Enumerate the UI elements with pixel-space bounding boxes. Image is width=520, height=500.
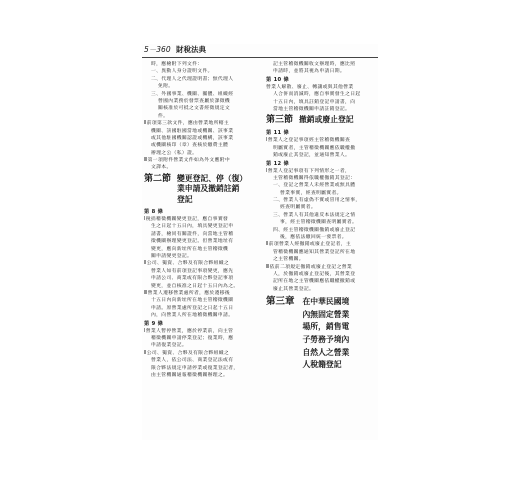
right-column xyxy=(266,61,376,372)
text-line: 人合併而消滅時，應自事實發生之日起 xyxy=(273,92,361,98)
text-line: 關核准於可抵之文書經徵規定文 xyxy=(158,106,231,112)
page-number: 5－360 xyxy=(144,45,171,54)
text-line: 之主管機關。 xyxy=(273,257,304,263)
left-column-text-top xyxy=(144,61,254,172)
page-header xyxy=(142,44,378,58)
text-line: 廢止其營業登記。 xyxy=(273,286,315,292)
article-number: 第 10 條 xyxy=(266,76,290,83)
text-line: 經查明屬實者。 xyxy=(280,205,317,211)
text-line: 人，於撤銷或廢止登記後，其營業登 xyxy=(273,271,356,277)
text-line: Ⅰ營業人登記事項有下列情形之一者， xyxy=(266,168,351,174)
text-line: 一、異動人身分證明文件。 xyxy=(151,69,213,75)
text-line: 營業事實，經查明屬實者。 xyxy=(280,190,342,196)
text-line: 申請復業登記。 xyxy=(151,343,188,349)
section-title-line: 登記 xyxy=(177,194,193,204)
text-line: 三、外國事業、機關、團體、組織經 xyxy=(151,91,234,97)
text-line: 記主管稽徵機關收文辦理時，應比照 xyxy=(273,62,356,67)
chapter-title-line: 場所，銷售電 xyxy=(302,322,350,332)
text-line: 一、登記之營業人未經營業或無具體 xyxy=(273,183,356,189)
text-line: 銷或廢止其登記，並通知營業人。 xyxy=(273,153,351,159)
text-line: 請書，檢同有關證件，向當地主管稽 xyxy=(151,231,234,237)
text-line: 或其他駐國機關認證或機構，該事業 xyxy=(151,135,234,141)
article-number: 第 11 條 xyxy=(266,130,290,137)
text-line: 限合夥法規定申請停業或復業登記者， xyxy=(151,365,239,371)
chapter-title-line: 人稅籍登記 xyxy=(302,360,342,370)
text-line: Ⅰ營業人之登記事項經主管稽徵機關查 xyxy=(266,138,351,144)
text-line: 十五日內向新址所在地主管稽徵機關 xyxy=(151,298,234,304)
text-line: 件。 xyxy=(158,113,169,119)
chapter-title-line: 在中華民國境 xyxy=(302,297,350,307)
section-title xyxy=(177,174,247,205)
section-label: 第三節 xyxy=(266,115,294,126)
text-line: 營國內業務於發票查屬於課徵機 xyxy=(158,98,231,104)
text-line: 管稽徵機關應通知其營業登記所在地 xyxy=(273,249,356,255)
text-line: 關申請變更登記。 xyxy=(151,254,193,260)
text-line: Ⅰ稅捐稽徵機關變更登記，應自事實發 xyxy=(144,217,229,223)
text-line: 營業人如有前項登記事項變更，應先 xyxy=(151,268,234,274)
text-line: 申請公司、商業或有限合夥登記事項 xyxy=(151,276,234,282)
text-line: 事，經主管稽徵機關查明屬實者。 xyxy=(280,220,358,226)
text-line: 三、營業人有其他違反本法規定之情 xyxy=(273,212,356,218)
text-line: 二、代理人之代理證明書；無代理人 xyxy=(151,76,234,82)
text-line: 四、經主管稽徵機關撤銷或廢止登記 xyxy=(273,227,356,233)
text-line: 明屬實者，主管稽徵機關應依職權撤 xyxy=(273,145,356,151)
document-page xyxy=(142,44,378,440)
text-line: 文譯本。 xyxy=(151,165,172,171)
text-line: 變更，應向新址所在地主管稽徵機 xyxy=(151,246,229,252)
text-line: 內，向營業人所在地稽徵機關申請。 xyxy=(151,313,234,319)
section-heading xyxy=(266,115,376,126)
section-heading xyxy=(144,174,254,205)
article-number: 第 9 條 xyxy=(144,320,164,327)
section-label: 第二節 xyxy=(144,173,172,184)
book-title: 財稅法典 xyxy=(176,45,206,54)
text-line: 記所在地之主管機關應依職權撤銷或 xyxy=(273,279,356,285)
chapter-title-line: 內無固定營業 xyxy=(302,309,350,319)
left-column-text-articles xyxy=(144,208,254,379)
text-line: 機關、該國駐國當地或機關、該事業 xyxy=(151,128,234,134)
article-number: 第 8 條 xyxy=(144,209,164,216)
text-line: Ⅱ公司、獨資、合夥及有限合夥組織之 xyxy=(144,350,230,356)
left-column xyxy=(144,61,254,379)
text-line: Ⅲ第一項附件營業文件如為外文應附中 xyxy=(144,158,231,164)
text-line: 二、營業人有虛偽不實或冒用之情事， xyxy=(273,198,361,204)
text-line: 由主管機關通報稽徵機關辦理之。 xyxy=(151,372,229,378)
text-line: 主管稽徵機關得依職權撤銷其登記： xyxy=(273,175,356,181)
text-line: 變更，並自核准之日起十五日內為之。 xyxy=(151,283,239,289)
chapter-title-line: 自然人之營業 xyxy=(302,347,350,357)
section-title-line: 變更登記、停（復） xyxy=(177,173,248,183)
text-line: Ⅰ營業人暫停營業，應於停業前，向主管 xyxy=(144,328,234,334)
text-line: 時，應檢附下列文件： xyxy=(151,62,203,67)
text-line: 十五日內，填具註銷登記申請書，向 xyxy=(273,99,356,105)
right-column-text-articles xyxy=(266,129,376,293)
text-line: 當地主管稽徵機關申請註銷登記。 xyxy=(273,106,351,112)
section-title-line: 撤銷或廢止登記 xyxy=(299,115,354,125)
text-line: 營業人，依公司法、商業登記法或有 xyxy=(151,358,234,364)
text-line: 稽徵機關申請停業登記；復業時，應 xyxy=(151,335,234,341)
text-line: 徵機關辦理變更登記。但營業地址有 xyxy=(151,239,234,245)
right-column-text-top xyxy=(266,61,376,113)
text-line: 申請時，並將其視為申請日期。 xyxy=(273,69,346,75)
text-line: 辦理之公（私）證。 xyxy=(151,150,198,156)
text-line: 營業人解散、廢止、轉讓或與其他營業 xyxy=(266,84,354,90)
article-number: 第 12 條 xyxy=(266,160,290,167)
text-line: 或機關核印（章）查核於繳費主體 xyxy=(151,143,229,149)
text-line: Ⅲ營業人遷移營業處所者，應於遷移後 xyxy=(144,290,231,296)
text-line: Ⅱ公司、獨資、合夥及有限合夥組織之 xyxy=(144,261,230,267)
text-line: Ⅱ前項營業人經撤銷或廢止登記者，主 xyxy=(266,242,352,248)
text-line: 申請。原營業處所登記之日起十五日 xyxy=(151,305,234,311)
chapter-title-line: 子勞務予境內 xyxy=(302,334,350,344)
text-line: Ⅲ依前二項規定撤銷或廢止登記之營業 xyxy=(266,264,353,270)
text-line: 免附。 xyxy=(158,84,174,90)
text-line: 後，應依法繳回統一發票者。 xyxy=(280,235,347,241)
text-line: Ⅱ前項第三款文件，應由營業地所轄主 xyxy=(144,121,230,127)
chapter-title xyxy=(303,296,350,372)
chapter-label: 第三章 xyxy=(266,296,295,308)
section-title xyxy=(299,115,354,126)
text-line: 生之日起十五日內，填具變更登記申 xyxy=(151,224,234,230)
chapter-heading xyxy=(266,296,376,372)
section-title-line: 業申請及撤銷註銷 xyxy=(177,184,240,194)
